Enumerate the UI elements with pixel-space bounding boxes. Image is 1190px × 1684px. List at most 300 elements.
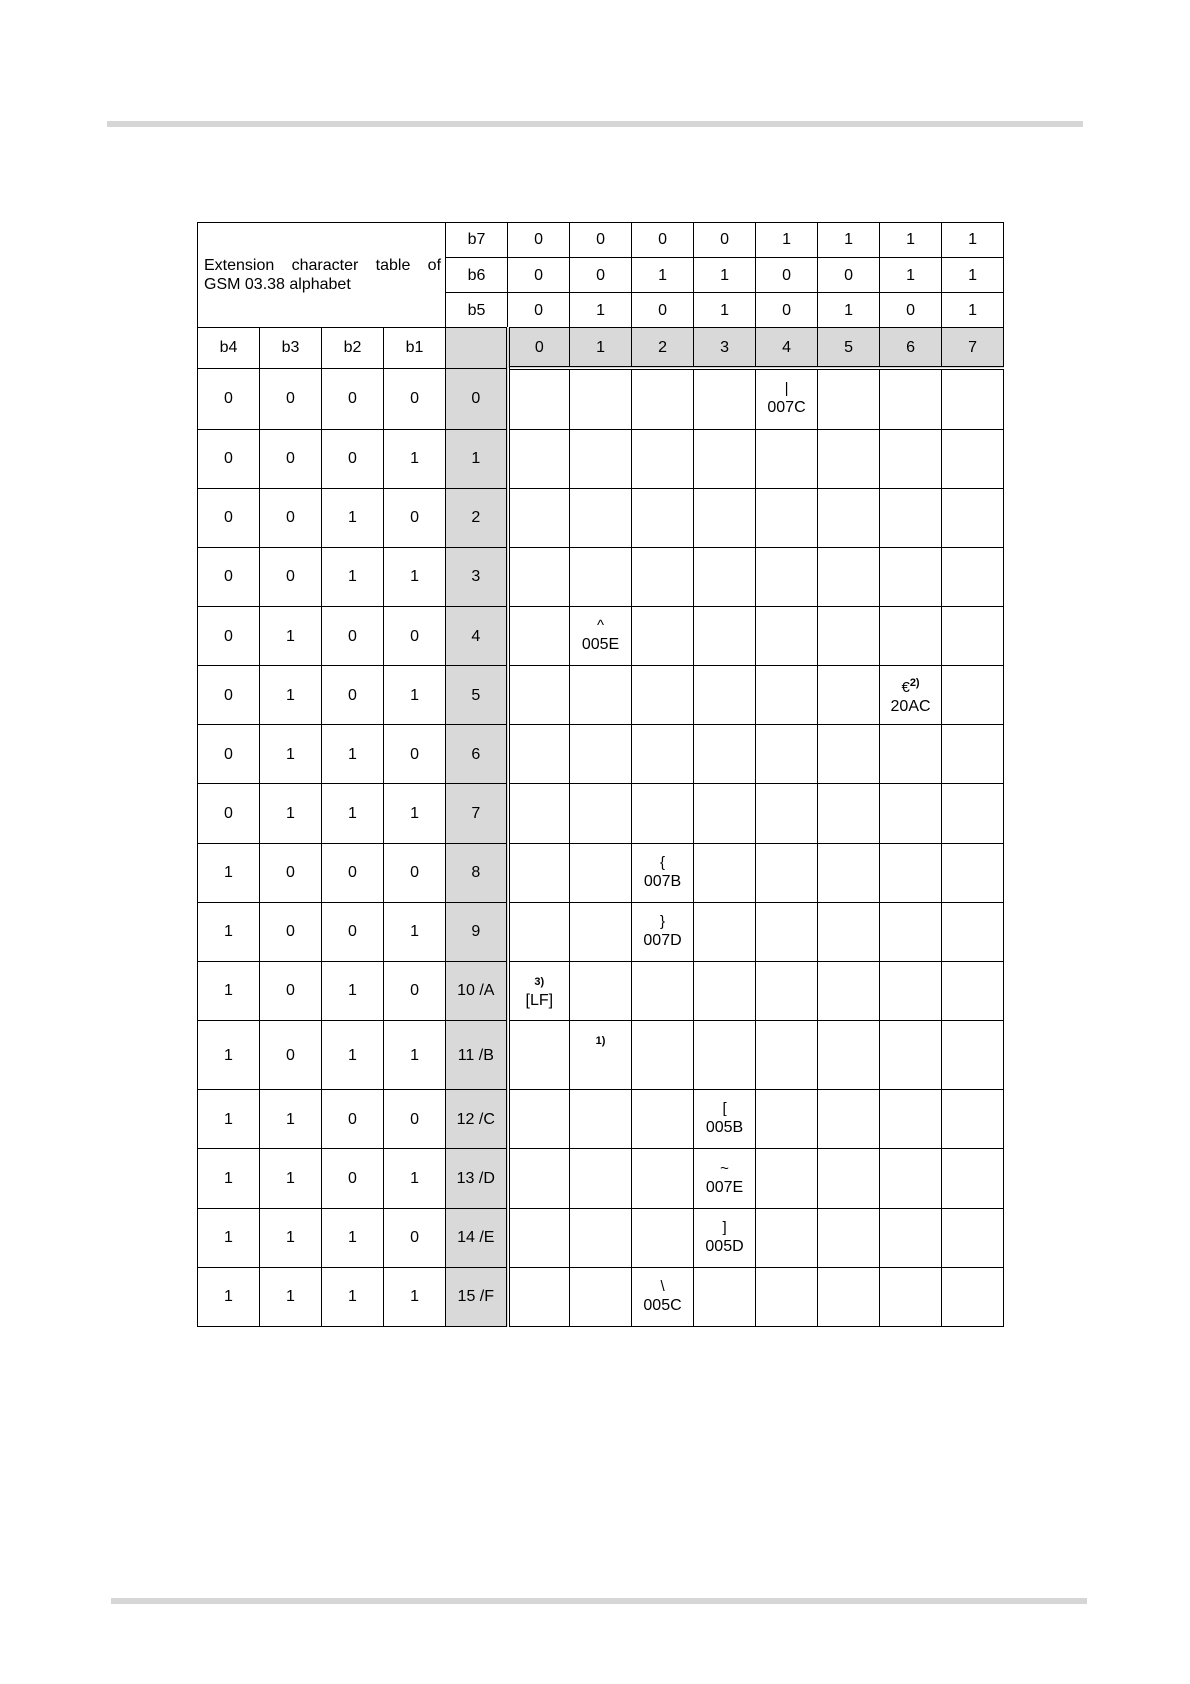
char-cell [756,1208,818,1267]
bit-value: 0 [818,258,880,293]
char-cell [508,666,570,725]
char-cell [880,547,942,606]
row-bit: 1 [260,725,322,784]
char-cell [756,1149,818,1208]
bit-value: 1 [694,258,756,293]
footnote-ref: 3) [534,975,545,988]
char-cell [694,1149,756,1208]
row-bit: 1 [260,1090,322,1149]
row-bit: 0 [322,666,384,725]
table-row [198,666,1004,725]
char-cell [508,843,570,902]
char-cell [508,1090,570,1149]
char-cell [508,488,570,547]
row-bit: 1 [322,961,384,1020]
char-cell [694,1267,756,1326]
char-cell [880,902,942,961]
char-cell [942,1149,1004,1208]
row-index: 2 [446,488,508,547]
char-code: 20AC [890,697,931,715]
char-cell [942,547,1004,606]
row-bit: 0 [322,843,384,902]
row-bit: 0 [384,961,446,1020]
footer-rule [111,1598,1087,1604]
table-row [198,607,1004,666]
row-bit: 1 [322,547,384,606]
char-cell [508,725,570,784]
bit-value: 1 [942,293,1004,328]
table-row [198,902,1004,961]
char-cell [880,843,942,902]
char-cell [880,1021,942,1090]
char-cell [570,843,632,902]
char-cell [942,607,1004,666]
char-cell [942,784,1004,843]
char-cell [632,666,694,725]
char-cell [756,784,818,843]
row-bit: 0 [260,429,322,488]
char-cell [570,1021,632,1090]
bit-value: 0 [508,293,570,328]
row-bit: 1 [384,547,446,606]
column-index: 4 [756,328,818,369]
char-cell [632,725,694,784]
char-cell [756,961,818,1020]
char-cell [632,1021,694,1090]
char-cell [694,843,756,902]
char-cell [880,1090,942,1149]
bit-value: 0 [632,293,694,328]
char-cell [508,1267,570,1326]
char-cell [818,488,880,547]
bit-value: 0 [570,223,632,258]
char-code: 007D [643,931,682,949]
table-row [198,429,1004,488]
row-index: 1 [446,429,508,488]
char-cell [942,961,1004,1020]
column-index: 6 [880,328,942,369]
char-cell [508,784,570,843]
row-bit: 0 [198,488,260,547]
table-row [198,961,1004,1020]
bit-value: 1 [570,293,632,328]
char-code: 005D [705,1237,744,1255]
row-bit: 1 [384,429,446,488]
char-cell [818,666,880,725]
char-cell [632,1149,694,1208]
bit-value: 1 [632,258,694,293]
table-row [198,784,1004,843]
row-bit: 0 [198,429,260,488]
char-cell [756,666,818,725]
row-bit: 0 [198,368,260,429]
column-index: 1 [570,328,632,369]
char-cell [694,725,756,784]
char-cell [818,607,880,666]
row-index: 9 [446,902,508,961]
table-title [198,223,446,328]
char-cell [694,607,756,666]
char-cell [818,902,880,961]
table-row [198,1090,1004,1149]
char-cell [570,902,632,961]
bit-value: 0 [508,258,570,293]
char-cell [632,1208,694,1267]
char-code: [LF] [525,991,554,1009]
char-cell [570,429,632,488]
char-cell [818,1267,880,1326]
bit-value: 0 [756,258,818,293]
row-bit: 0 [322,607,384,666]
row-bit: 0 [384,488,446,547]
row-index: 0 [446,368,508,429]
row-index: 5 [446,666,508,725]
table-title-line1: Extension character table of [204,256,442,274]
char-cell [818,961,880,1020]
char-cell [942,666,1004,725]
char-cell [756,547,818,606]
char-cell [508,902,570,961]
row-bit: 0 [260,488,322,547]
table-row [198,843,1004,902]
char-cell [694,1090,756,1149]
char-cell [508,429,570,488]
footnote-ref: 1) [595,1035,606,1048]
bit-value: 1 [818,223,880,258]
bit-value: 0 [756,293,818,328]
char-cell [570,547,632,606]
row-bit: 0 [384,368,446,429]
row-bit-header: b4 [198,328,260,369]
char-cell [756,1267,818,1326]
bit-value: 0 [632,223,694,258]
extension-character-table [197,222,1004,1327]
char-cell [632,843,694,902]
bit-value: 1 [942,223,1004,258]
row-index: 11 /B [446,1021,508,1090]
row-bit: 0 [384,843,446,902]
row-bit: 1 [198,843,260,902]
row-bit: 1 [260,607,322,666]
char-cell [756,368,818,429]
row-index: 4 [446,607,508,666]
char-cell [570,666,632,725]
char-cell [632,488,694,547]
char-symbol: | [784,380,789,398]
row-bit: 1 [198,902,260,961]
char-cell [570,1090,632,1149]
char-symbol: ^ [597,617,605,635]
row-bit: 0 [198,607,260,666]
row-index: 10 /A [446,961,508,1020]
char-cell [694,902,756,961]
row-bit: 1 [198,961,260,1020]
char-glyph [632,913,693,931]
column-index: 3 [694,328,756,369]
char-cell [818,1149,880,1208]
char-symbol: ~ [720,1159,729,1177]
table-row [198,1267,1004,1326]
char-cell [880,961,942,1020]
table-row [198,725,1004,784]
char-cell [756,843,818,902]
bit-value: 0 [508,223,570,258]
char-cell [880,368,942,429]
row-bit: 1 [198,1208,260,1267]
char-cell [508,1149,570,1208]
row-bit: 1 [198,1021,260,1090]
char-cell [694,666,756,725]
char-cell [818,1208,880,1267]
char-cell [756,607,818,666]
char-cell [880,488,942,547]
char-cell [508,961,570,1020]
row-bit: 0 [384,1208,446,1267]
bit-label-b7: b7 [446,223,508,258]
char-cell [570,488,632,547]
char-glyph [756,380,817,398]
row-index: 6 [446,725,508,784]
char-cell [818,843,880,902]
row-bit: 1 [384,666,446,725]
header-rule [107,121,1083,127]
char-cell [818,1090,880,1149]
table-row [198,547,1004,606]
char-cell [756,725,818,784]
char-cell [632,547,694,606]
row-bit: 1 [322,488,384,547]
row-bit: 0 [198,666,260,725]
row-bit: 1 [198,1267,260,1326]
char-cell [508,368,570,429]
row-bit: 1 [322,1208,384,1267]
char-cell [632,1090,694,1149]
bit-value: 0 [880,293,942,328]
bit-value: 1 [694,293,756,328]
row-index: 7 [446,784,508,843]
row-bit: 0 [260,368,322,429]
row-bit: 1 [322,725,384,784]
char-symbol: { [660,853,666,871]
bit-label-b5: b5 [446,293,508,328]
char-cell [632,784,694,843]
char-cell [694,1021,756,1090]
char-symbol: ] [722,1218,727,1236]
char-glyph [632,1278,693,1296]
row-bit: 1 [260,1208,322,1267]
char-cell [694,368,756,429]
row-bit: 1 [198,1090,260,1149]
char-cell [508,547,570,606]
column-index: 0 [508,328,570,369]
char-cell [508,1208,570,1267]
char-glyph [694,1100,755,1118]
char-cell [570,607,632,666]
char-cell [694,429,756,488]
bit-value: 1 [756,223,818,258]
row-bit: 0 [322,1149,384,1208]
char-code: 007C [767,399,806,417]
char-glyph [632,854,693,872]
row-bit-header: b2 [322,328,384,369]
char-glyph [694,1160,755,1178]
table-row [198,1149,1004,1208]
row-bit: 1 [384,1267,446,1326]
char-cell [756,429,818,488]
bit-value: 1 [818,293,880,328]
row-bit: 1 [384,902,446,961]
char-cell [880,1267,942,1326]
char-cell [694,961,756,1020]
char-cell [632,368,694,429]
char-cell [942,429,1004,488]
char-cell [570,784,632,843]
char-cell [942,1267,1004,1326]
char-code: 005B [705,1119,744,1137]
row-bit: 0 [198,725,260,784]
char-cell [880,429,942,488]
char-cell [694,488,756,547]
char-cell [632,429,694,488]
row-index: 8 [446,843,508,902]
row-bit: 0 [260,1021,322,1090]
bit-value: 1 [880,258,942,293]
char-cell [880,1149,942,1208]
row-bit: 1 [260,666,322,725]
row-bit: 0 [260,547,322,606]
column-index: 5 [818,328,880,369]
char-cell [818,429,880,488]
char-cell [756,488,818,547]
char-cell [880,784,942,843]
char-glyph [880,674,941,697]
row-index: 3 [446,547,508,606]
char-cell [508,1021,570,1090]
char-cell [694,1208,756,1267]
row-bit: 1 [260,1267,322,1326]
char-cell [570,1267,632,1326]
char-cell [942,843,1004,902]
char-cell [694,547,756,606]
row-index: 13 /D [446,1149,508,1208]
char-cell [508,607,570,666]
char-glyph [570,617,631,635]
char-cell [570,368,632,429]
row-bit-header: b3 [260,328,322,369]
footnote-ref: 2) [909,676,920,689]
char-cell [818,784,880,843]
row-bit: 1 [322,1267,384,1326]
row-bit: 1 [198,1149,260,1208]
bit-value: 1 [942,258,1004,293]
char-cell [756,902,818,961]
row-bit: 1 [384,1149,446,1208]
table-row [198,1021,1004,1090]
char-cell [880,607,942,666]
char-cell [942,725,1004,784]
row-bit: 0 [384,607,446,666]
char-cell [570,1208,632,1267]
char-cell [942,1021,1004,1090]
char-cell [756,1021,818,1090]
row-bit: 0 [260,961,322,1020]
row-bit: 0 [260,843,322,902]
char-cell [694,784,756,843]
char-cell [942,368,1004,429]
row-bit: 0 [260,902,322,961]
row-bit: 1 [384,1021,446,1090]
char-glyph [694,1219,755,1237]
char-cell [942,902,1004,961]
row-bit: 1 [322,784,384,843]
char-cell [632,1267,694,1326]
char-symbol: \ [660,1277,665,1295]
row-bit: 0 [384,725,446,784]
char-cell [880,666,942,725]
bit-value: 0 [694,223,756,258]
bit-value: 1 [880,223,942,258]
char-symbol: } [660,912,666,930]
table-row [198,1208,1004,1267]
char-cell [818,725,880,784]
char-cell [942,1208,1004,1267]
char-cell [570,1149,632,1208]
row-index: 15 /F [446,1267,508,1326]
char-cell [632,961,694,1020]
char-code: 005C [643,1296,682,1314]
column-index: 2 [632,328,694,369]
char-cell [818,547,880,606]
char-cell [818,1021,880,1090]
row-bit: 1 [260,784,322,843]
char-cell [880,725,942,784]
row-bit: 0 [322,1090,384,1149]
char-cell [942,488,1004,547]
char-cell [570,961,632,1020]
char-cell [632,902,694,961]
column-index: 7 [942,328,1004,369]
row-bit-header: b1 [384,328,446,369]
row-bit: 1 [384,784,446,843]
row-bit: 1 [260,1149,322,1208]
char-cell [756,1090,818,1149]
char-cell [880,1208,942,1267]
row-index: 14 /E [446,1208,508,1267]
char-code: 005E [581,636,620,654]
row-bit: 0 [322,368,384,429]
row-bit: 1 [322,1021,384,1090]
char-cell [570,725,632,784]
char-cell [818,368,880,429]
char-code: 007E [705,1178,744,1196]
row-bit: 0 [384,1090,446,1149]
bit-label-b6: b6 [446,258,508,293]
table-title-line2: GSM 03.38 alphabet [204,276,351,294]
char-cell [942,1090,1004,1149]
table-row [198,368,1004,429]
corner-cell [446,328,508,369]
char-symbol: € [901,678,910,696]
char-code: 007B [643,872,682,890]
row-bit: 0 [322,429,384,488]
row-bit: 0 [322,902,384,961]
row-bit: 0 [198,784,260,843]
bit-value: 0 [570,258,632,293]
row-index: 12 /C [446,1090,508,1149]
table-row [198,488,1004,547]
char-symbol: [ [722,1100,727,1118]
row-bit: 0 [198,547,260,606]
